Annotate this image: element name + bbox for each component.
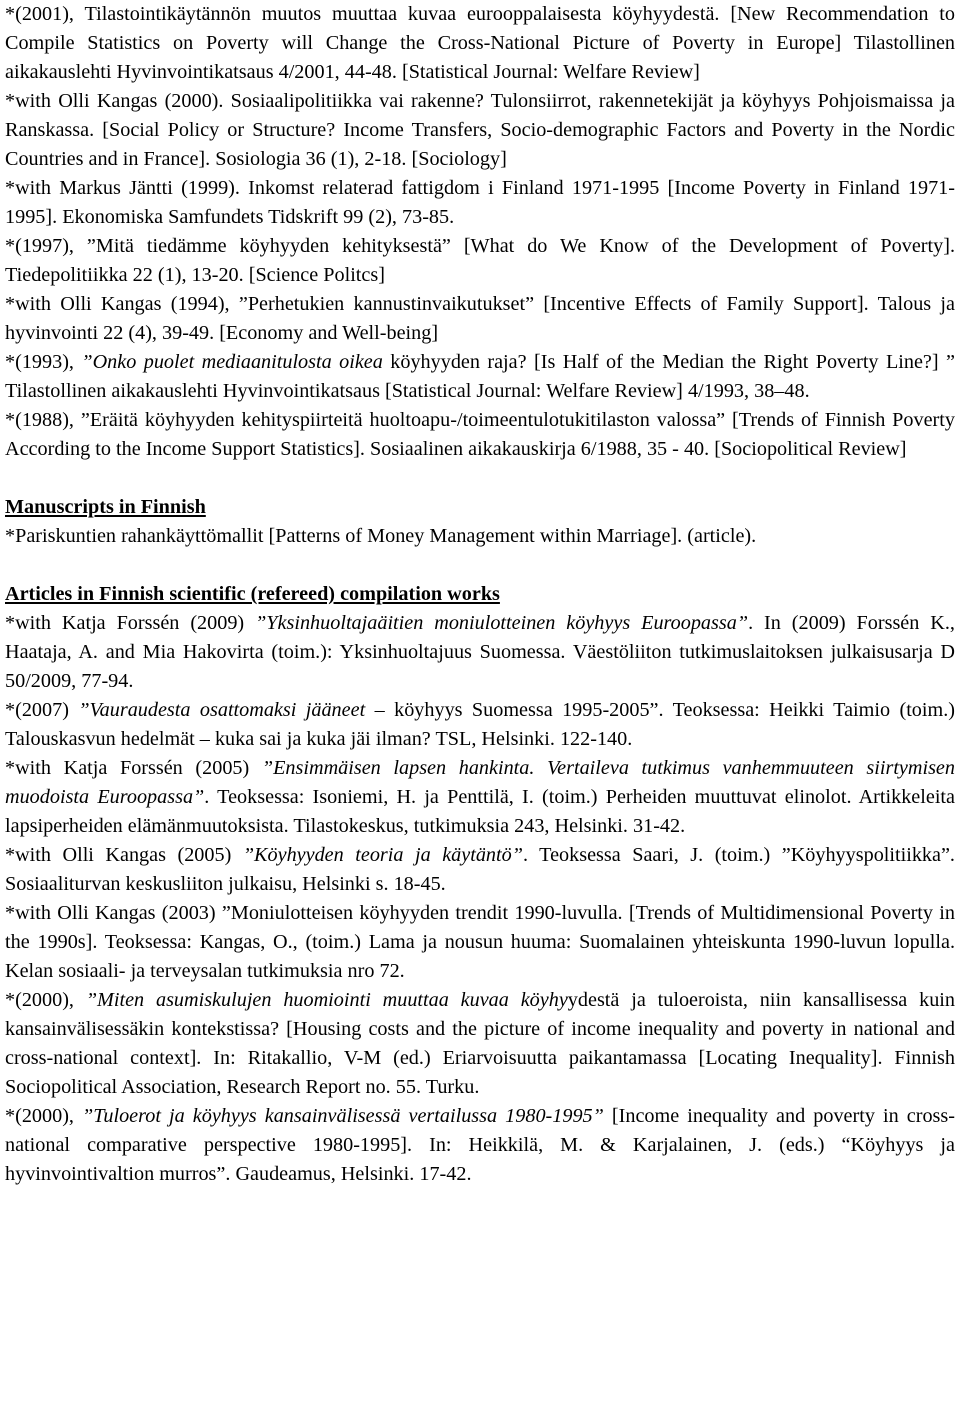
entry-2007-prosperity <box>5 696 955 754</box>
entry-rest: . Teoksessa: Isoniemi, H. ja Penttilä, I. (toim.) Perheiden muuttuvat elinolot. Artikkeleita lapsiperheiden elämänmuutoksista. Tilastokeskus, tutkimuksia 243, Helsinki. 31-42. <box>5 786 955 837</box>
spacer <box>5 464 955 493</box>
entry-title: ”Vauraudesta osattomaksi jääneet <box>78 699 366 721</box>
entry-1993-rest: köyhyyden raja? [Is Half of the Median the Right Poverty Line?] ” Tilastollinen aikakauslehti Hyvinvointikatsaus [Statistical Journal: Welfare Review] 4/1993, 38–48. <box>5 351 955 402</box>
entry-rest: . Teoksessa Saari, J. (toim.) ”Köyhyyspolitiikka”. Sosiaaliturvan keskusliiton julkaisu, Helsinki s. 18-45. <box>5 844 955 895</box>
entry-1993-prefix: *(1993), <box>5 351 82 373</box>
entry-2003-multidimensional: *with Olli Kangas (2003) ”Moniulotteisen köyhyyden trendit 1990-luvulla. [Trends of Multidimensional Poverty in the 1990s]. Teoksessa: Kangas, O., (toim.) Lama ja nousun huuma: Suomalainen yhteiskunta 1990-luvun lopulla. Kelan sosiaali- ja terveysalan tutkimuksia nro 72. <box>5 902 955 982</box>
entry-2000-housing-costs <box>5 986 955 1102</box>
entry-2001-statistics: *(2001), Tilastointikäytännön muutos muuttaa kuvaa eurooppalaisesta köyhyydestä. [New Recommendation to Compile Statistics on Poverty will Change the Cross-National Picture of Poverty in Europe] Tilastollinen aikakauslehti Hyvinvointikatsaus 4/2001, 44-48. [Statistical Journal: Welfare Review] <box>5 3 955 83</box>
entry-title: ”Yksinhuoltajaäitien moniulotteinen köyhyys Euroopassa” <box>255 612 749 634</box>
spacer <box>5 551 955 580</box>
entry-2005-first-child <box>5 754 955 841</box>
entry-1994-incentive: *with Olli Kangas (1994), ”Perhetukien kannustinvaikutukset” [Incentive Effects of Family Support]. Talous ja hyvinvointi 22 (4), 39-49. [Economy and Well-being] <box>5 293 955 344</box>
entry-manuscript-money: *Pariskuntien rahankäyttömallit [Patterns of Money Management within Marriage]. (article). <box>5 525 757 547</box>
entry-1988-trends: *(1988), ”Eräitä köyhyyden kehityspiirteitä huoltoapu-/toimeentulotukitilaston valossa” [Trends of Finnish Poverty According to the Income Support Statistics]. Sosiaalinen aikakauskirja 6/1988, 35 - 40. [Sociopolitical Review] <box>5 409 955 460</box>
entry-2000-social-policy: *with Olli Kangas (2000). Sosiaalipolitiikka vai rakenne? Tulonsiirrot, rakennetekijät ja köyhyys Pohjoismaissa ja Ranskassa. [Social Policy or Structure? Income Transfers, Socio-demographic Factors and Poverty in the Nordic Countries and in France]. Sosiologia 36 (1), 2-18. [Sociology] <box>5 90 955 170</box>
section-heading-compilation: Articles in Finnish scientific (refereed) compilation works <box>5 583 500 605</box>
entry-title: ”Tuloerot ja köyhyys kansainvälisessä vertailussa 1980-1995” <box>82 1105 604 1127</box>
entry-rest: – köyhyys Suomessa 1995-2005”. Teoksessa: Heikki Taimio (toim.) Talouskasvun hedelmät – kuka sai ja kuka jäi ilman? TSL, Helsinki. 122-140. <box>5 699 955 750</box>
section-heading-manuscripts: Manuscripts in Finnish <box>5 496 206 518</box>
entry-1997-development: *(1997), ”Mitä tiedämme köyhyyden kehityksestä” [What do We Know of the Development of Poverty]. Tiedepolitiikka 22 (1), 13-20. [Science Politcs] <box>5 235 955 286</box>
entry-title: ”Miten asumiskulujen huomiointi muuttaa kuvaa köyhy <box>85 989 568 1011</box>
entry-prefix: *(2000), <box>5 989 86 1011</box>
entry-prefix: *with Katja Forssén (2009) <box>5 612 256 634</box>
entry-title: ”Köyhyyden teoria ja käytäntö” <box>242 844 523 866</box>
entry-rest: ydestä ja tuloeroista, niin kansallisessa kuin kansainvälisessäkin kontekstissa? [Housing costs and the picture of income inequality and poverty in national and cross-national context]. In: Ritakallio, V-M (ed.) Eriarvoisuutta paikantamassa [Locating Inequality]. Finnish Sociopolitical Association, Research Report no. 55. Turku. <box>5 989 956 1098</box>
entry-1999-income-poverty: *with Markus Jäntti (1999). Inkomst relaterad fattigdom i Finland 1971-1995 [Income Poverty in Finland 1971-1995]. Ekonomiska Samfundets Tidskrift 99 (2), 73-85. <box>5 177 955 228</box>
entry-prefix: *(2000), <box>5 1105 83 1127</box>
entry-prefix: *with Olli Kangas (2005) <box>5 844 243 866</box>
entry-title: ”Ensimmäisen lapsen hankinta. Vertaileva tutkimus vanhemmuuteen siirtymisen muodoista Euroopassa” <box>5 757 955 808</box>
entry-1993-median <box>5 348 955 406</box>
entry-rest: [Income inequality and poverty in cross-national comparative perspective 1980-1995]. In: Heikkilä, M. & Karjalainen, J. (eds.) “Köyhyys ja hyvinvointivaltion murros”. Gaudeamus, Helsinki. 17-42. <box>5 1105 955 1185</box>
entry-prefix: *(2007) <box>5 699 79 721</box>
entry-2009-single-mothers <box>5 609 955 696</box>
entry-1993-title: ”Onko puolet mediaanitulosta oikea <box>81 351 383 373</box>
entry-2000-income-inequality <box>5 1102 955 1189</box>
entry-rest: . In (2009) Forssén K., Haataja, A. and Mia Hakovirta (toim.): Yksinhuoltajuus Suomessa. Väestöliiton tutkimuslaitoksen julkaisusarja D 50/2009, 77-94. <box>5 612 955 692</box>
entry-prefix: *with Katja Forssén (2005) <box>5 757 262 779</box>
entry-2005-poverty-theory <box>5 841 955 899</box>
